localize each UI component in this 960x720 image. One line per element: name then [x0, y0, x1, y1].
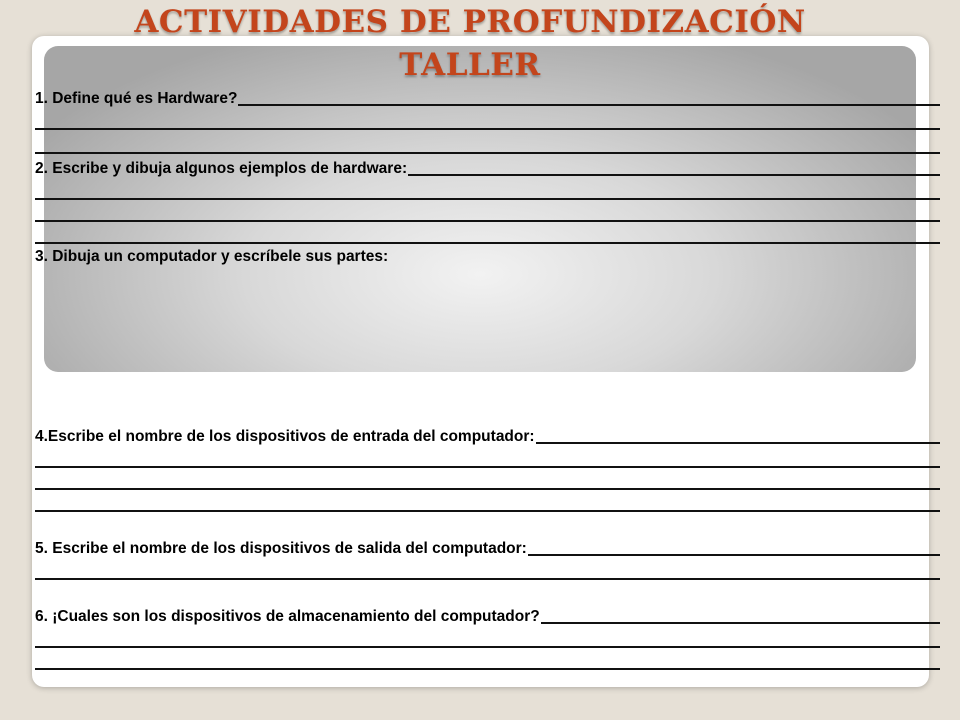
answer-line[interactable]	[238, 104, 940, 106]
blank-line[interactable]	[35, 224, 940, 246]
blank-line[interactable]	[35, 560, 940, 582]
answer-line[interactable]	[536, 442, 940, 444]
blank-line[interactable]	[35, 492, 940, 514]
question-3-label: 3. Dibuja un computador y escríbele sus partes:	[35, 248, 389, 265]
page-title: ACTIVIDADES DE PROFUNDIZACIÓN	[134, 4, 806, 40]
answer-line[interactable]	[528, 554, 940, 556]
blank-line[interactable]	[35, 202, 940, 224]
question-1	[35, 86, 940, 108]
answer-line[interactable]	[541, 622, 940, 624]
question-3	[35, 244, 940, 266]
blank-line[interactable]	[35, 180, 940, 202]
question-1-label: 1. Define qué es Hardware?	[35, 90, 238, 107]
blank-line[interactable]	[35, 110, 940, 132]
blank-line[interactable]	[35, 134, 940, 156]
question-4	[35, 424, 940, 446]
blank-line[interactable]	[35, 628, 940, 650]
answer-line[interactable]	[408, 174, 940, 176]
blank-line[interactable]	[35, 650, 940, 672]
question-2-label: 2. Escribe y dibuja algunos ejemplos de hardware:	[35, 160, 408, 177]
question-5	[35, 536, 940, 558]
page-subtitle: TALLER	[399, 47, 541, 83]
question-4-label: 4.Escribe el nombre de los dispositivos de entrada del computador:	[35, 428, 535, 445]
question-5-label: 5. Escribe el nombre de los dispositivos de salida del computador:	[35, 540, 527, 557]
question-2	[35, 156, 940, 178]
question-6-label: 6. ¡Cuales son los dispositivos de almacenamiento del computador?	[35, 608, 540, 625]
blank-line[interactable]	[35, 448, 940, 470]
blank-line[interactable]	[35, 470, 940, 492]
question-6	[35, 604, 940, 626]
